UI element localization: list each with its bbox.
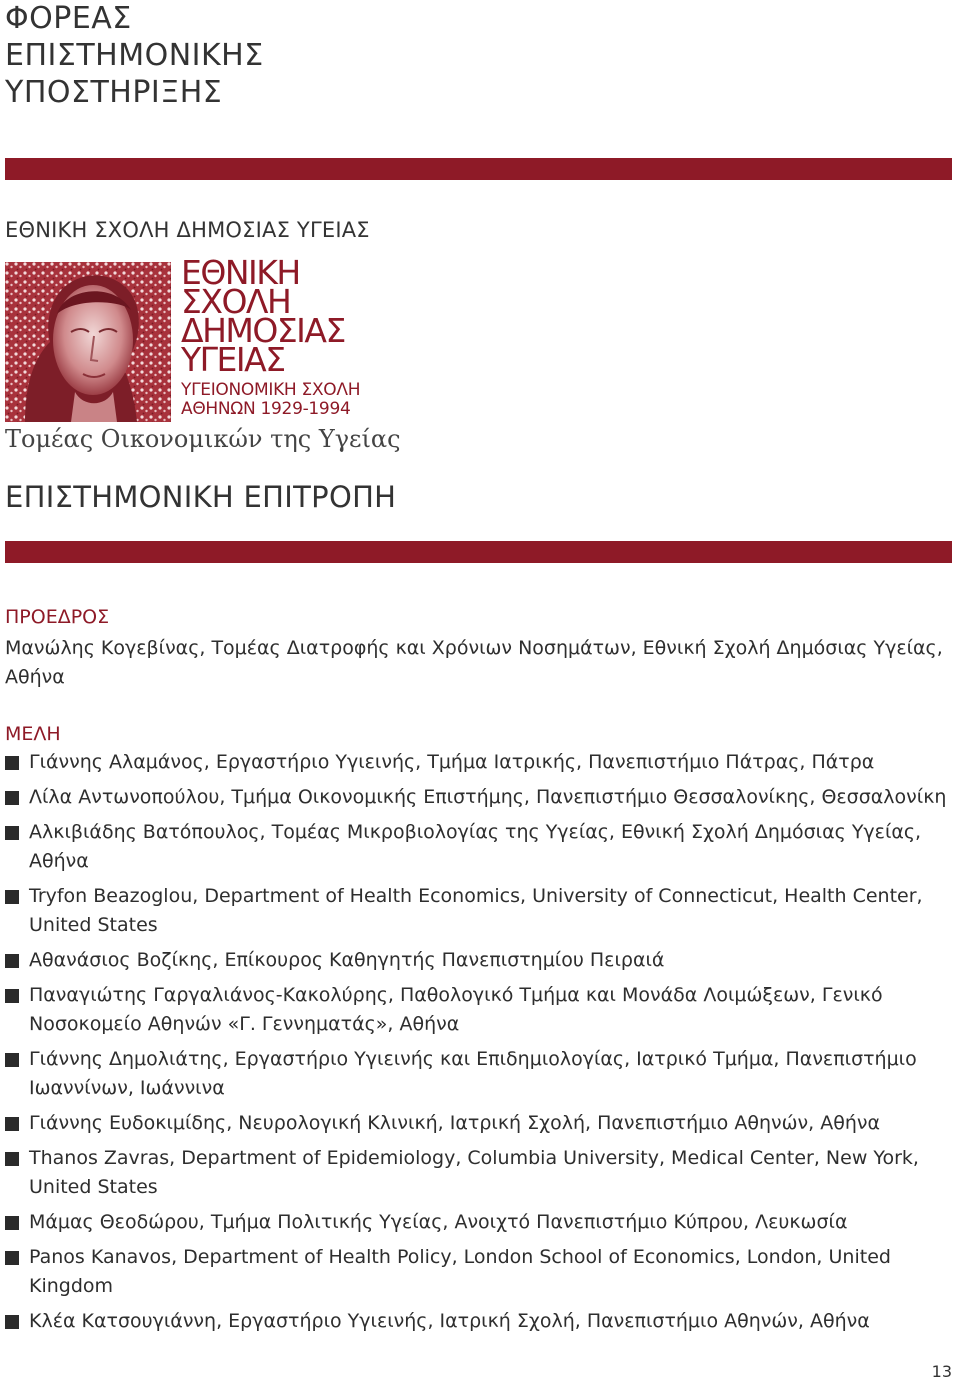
heading-line-3: ΥΠΟΣΤΗΡΙΞΗΣ [5,75,223,110]
bullet-square-icon [5,826,19,840]
list-item [5,1045,950,1103]
member-text: Γιάννης Αλαμάνος, Εργαστήριο Υγιεινής, Τμήμα Ιατρικής, Πανεπιστήμιο Πάτρας, Πάτρα [29,751,875,773]
list-item [5,946,950,975]
member-text: Λίλα Αντωνοπούλου, Τμήμα Οικονομικής Επιστήμης, Πανεπιστήμιο Θεσσαλονίκης, Θεσσαλονίκη [29,786,947,808]
divider-bar-top [5,158,952,180]
logo-subline-1: ΥΓΕΙΟΝΟΜΙΚΗ ΣΧΟΛΗ [181,380,361,400]
member-text: Panos Kanavos, Department of Health Policy, London School of Economics, London, United Kingdom [29,1246,891,1297]
logo-line-2: ΣΧΟΛΗ [181,282,291,321]
members-label: ΜΕΛΗ [5,723,61,745]
bullet-square-icon [5,1315,19,1329]
member-text: Tryfon Beazoglou, Department of Health Economics, University of Connecticut, Health Center, United States [29,885,923,936]
member-text: Μάμας Θεοδώρου, Τμήμα Πολιτικής Υγείας, Ανοιχτό Πανεπιστήμιο Κύπρου, Λευκωσία [29,1211,848,1233]
heading-line-2: ΕΠΙΣΤΗΜΟΝΙΚΗΣ [5,38,264,73]
list-item [5,1208,950,1237]
divider-bar-bottom [5,541,952,563]
bullet-square-icon [5,756,19,770]
logo-line-3: ΔΗΜΟΣΙΑΣ [181,311,345,350]
member-text: Αθανάσιος Βοζίκης, Επίκουρος Καθηγητής Πανεπιστημίου Πειραιά [29,949,665,971]
bullet-square-icon [5,890,19,904]
section-heading [5,0,264,111]
member-text: Παναγιώτης Γαργαλιάνος-Κακολύρης, Παθολογικό Τμήμα και Μονάδα Λοιμώξεων, Γενικό Νοσοκομείο Αθηνών «Γ. Γεννηματάς», Αθήνα [29,984,883,1035]
president-label: ΠΡΟΕΔΡΟΣ [5,606,110,628]
school-logo [5,253,375,422]
member-text: Γιάννης Δημολιάτης, Εργαστήριο Υγιεινής και Επιδημιολογίας, Ιατρικό Τμήμα, Πανεπιστήμιο Ιωαννίνων, Ιωάννινα [29,1048,917,1099]
school-title: ΕΘΝΙΚΗ ΣΧΟΛΗ ΔΗΜΟΣΙΑΣ ΥΓΕΙΑΣ [5,218,370,242]
president-entry: Μανώλης Κογεβίνας, Τομέας Διατροφής και Χρόνιων Νοσημάτων, Εθνική Σχολή Δημόσιας Υγείας, Αθήνα [5,637,943,688]
logo-line-1: ΕΘΝΙΚΗ [181,253,300,292]
members-list [5,748,950,1342]
member-text: Γιάννης Ευδοκιμίδης, Νευρολογική Κλινική, Ιατρική Σχολή, Πανεπιστήμιο Αθηνών, Αθήνα [29,1112,881,1134]
department-name: Τομέας Οικονομικών της Υγείας [5,425,401,453]
page-number: 13 [931,1362,952,1381]
list-item [5,783,950,812]
bullet-square-icon [5,1216,19,1230]
bullet-square-icon [5,1117,19,1131]
list-item [5,882,950,940]
bullet-square-icon [5,1053,19,1067]
bullet-square-icon [5,791,19,805]
bullet-square-icon [5,989,19,1003]
statue-head-image [5,262,171,422]
list-item [5,1307,950,1336]
logo-wordmark [181,253,361,419]
member-text: Κλέα Κατσουγιάννη, Εργαστήριο Υγιεινής, Ιατρική Σχολή, Πανεπιστήμιο Αθηνών, Αθήνα [29,1310,870,1332]
list-item [5,1144,950,1202]
list-item [5,1243,950,1301]
heading-line-1: ΦΟΡΕΑΣ [5,1,132,36]
list-item [5,748,950,777]
bullet-square-icon [5,954,19,968]
bullet-square-icon [5,1152,19,1166]
list-item [5,818,950,876]
list-item [5,1109,950,1138]
committee-title: ΕΠΙΣΤΗΜΟΝΙΚΗ ΕΠΙΤΡΟΠΗ [5,480,397,514]
logo-subline-2: ΑΘΗΝΩΝ 1929-1994 [181,399,351,419]
list-item [5,981,950,1039]
member-text: Αλκιβιάδης Βατόπουλος, Τομέας Μικροβιολογίας της Υγείας, Εθνική Σχολή Δημόσιας Υγείας, Αθήνα [29,821,922,872]
logo-line-4: ΥΓΕΙΑΣ [181,340,285,379]
member-text: Thanos Zavras, Department of Epidemiology, Columbia University, Medical Center, New York, United States [29,1147,919,1198]
bullet-square-icon [5,1251,19,1265]
